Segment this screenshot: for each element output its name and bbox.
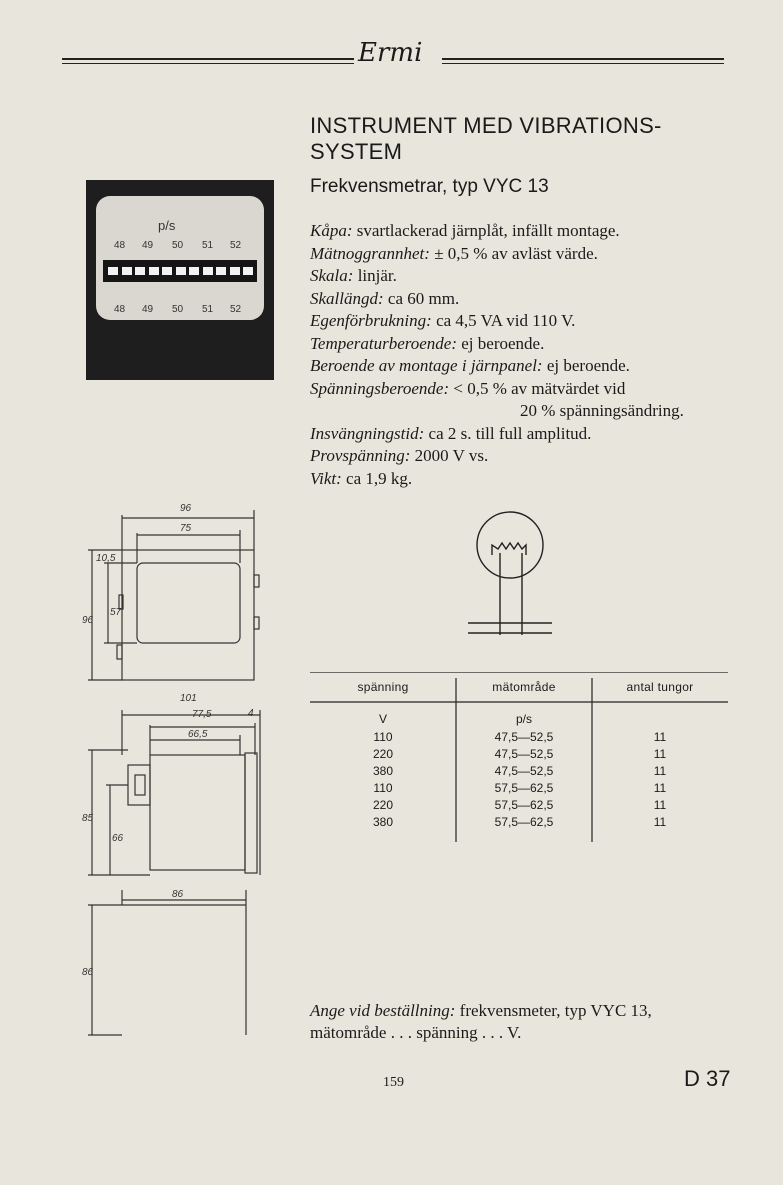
reed — [176, 267, 186, 275]
scale-top-label: 50 — [172, 240, 184, 251]
scale-bottom-label: 52 — [230, 304, 242, 315]
scale-top-label: 49 — [142, 240, 154, 251]
dim-label: 66,5 — [188, 729, 208, 740]
table-cell: 11 — [653, 781, 667, 795]
dim-label: 10,5 — [96, 553, 116, 564]
dim-label: 86 — [172, 889, 184, 900]
spec-line: Provspänning: 2000 V vs. — [310, 446, 489, 465]
spec-table — [310, 672, 728, 842]
table-cell: 220 — [372, 798, 394, 812]
table-cell: 11 — [653, 730, 667, 744]
table-cell: 110 — [373, 781, 393, 795]
spec-line: 20 % spänningsändring. — [520, 401, 684, 420]
spec-line: Insvängningstid: ca 2 s. till full amplitud. — [310, 423, 592, 443]
table-cell: 110 — [373, 730, 393, 744]
order-instructions: Ange vid beställning: frekvensmeter, typ VYC 13, mätområde . . . spänning . . . V. — [310, 1001, 652, 1042]
reed — [122, 267, 132, 275]
header-rule-left-2 — [62, 63, 354, 64]
spec-line: Skala: linjär. — [310, 266, 397, 285]
reed — [108, 267, 118, 275]
header-rule-right-2 — [442, 63, 724, 64]
dim-label: 96 — [180, 503, 192, 514]
scale-bottom-label: 49 — [142, 304, 154, 315]
dim-label: 57 — [110, 607, 122, 618]
dim-label: 77,5 — [192, 709, 212, 720]
table-cell: 57,5—62,5 — [494, 781, 554, 795]
scale-top-label: 48 — [114, 240, 126, 251]
page-number: 159 — [383, 1075, 404, 1090]
dim-label: 66 — [112, 833, 124, 844]
meter-unit-label: p/s — [158, 218, 176, 233]
spec-line: Vikt: ca 1,9 kg. — [310, 468, 413, 488]
spec-line: Temperaturberoende: ej beroende. — [310, 333, 545, 353]
scale-bottom-label: 48 — [114, 304, 126, 315]
dim-label: 4 — [248, 708, 254, 719]
table-cell: 11 — [653, 798, 667, 812]
table-cell: 57,5—62,5 — [494, 815, 554, 829]
reed-bar — [103, 260, 257, 282]
table-cell: 11 — [653, 747, 667, 761]
reed — [149, 267, 159, 275]
reed — [162, 267, 172, 275]
table-cell: 11 — [653, 815, 667, 829]
table-cell: 47,5—52,5 — [494, 747, 554, 761]
column-header: spänning — [357, 680, 409, 694]
dim-label: 96 — [82, 615, 94, 626]
meter-face — [96, 196, 264, 320]
spec-line: Beroende av montage i järnpanel: ej beroende. — [310, 356, 630, 375]
scale-top-label: 51 — [202, 240, 214, 251]
front-view-window — [137, 563, 240, 643]
spec-line: Egenförbrukning: ca 4,5 VA vid 110 V. — [310, 311, 576, 330]
scale-top-label: 52 — [230, 240, 242, 251]
front-view-outline — [122, 550, 254, 680]
dimension-drawings — [80, 495, 280, 1055]
reed — [189, 267, 199, 275]
spec-line: Spänningsberoende: < 0,5 % av mätvärdet vid — [310, 378, 626, 398]
spec-line: Mätnoggrannhet: ± 0,5 % av avläst värde. — [310, 243, 598, 263]
spec-list — [310, 220, 730, 490]
scale-bottom-label: 50 — [172, 304, 184, 315]
logo: Ermi — [358, 38, 423, 68]
reed — [230, 267, 240, 275]
scale-bottom-label: 51 — [202, 304, 214, 315]
reed — [216, 267, 226, 275]
table-cell: 47,5—52,5 — [494, 764, 554, 778]
header-rule-left — [62, 58, 354, 60]
column-header: antal tungor — [626, 680, 694, 694]
reed — [203, 267, 213, 275]
unit-cell: V — [378, 712, 387, 726]
reed — [243, 267, 253, 275]
dim-label: 101 — [180, 693, 197, 704]
table-cell: 47,5—52,5 — [494, 730, 554, 744]
page-title: INSTRUMENT MED VIBRATIONS-SYSTEM — [310, 113, 662, 164]
spec-line: Skallängd: ca 60 mm. — [310, 288, 460, 308]
spec-line: Kåpa: svartlackerad järnplåt, infällt montage. — [310, 221, 620, 240]
meter-photo — [86, 180, 274, 380]
header-rule-right — [442, 58, 724, 60]
table-cell: 380 — [372, 764, 394, 778]
table-cell: 11 — [653, 764, 667, 778]
circuit-symbol — [460, 505, 570, 645]
dim-label: 75 — [180, 523, 192, 534]
dim-label: 85 — [82, 813, 94, 824]
table-cell: 57,5—62,5 — [494, 798, 554, 812]
dim-label: 86 — [82, 967, 94, 978]
table-cell: 220 — [372, 747, 394, 761]
reed — [135, 267, 145, 275]
unit-cell: p/s — [515, 712, 532, 726]
table-cell: 380 — [372, 815, 394, 829]
document-id: D 37 — [684, 1066, 731, 1091]
page-subtitle: Frekvensmetrar, typ VYC 13 — [310, 176, 549, 197]
column-header: mätområde — [492, 680, 556, 694]
